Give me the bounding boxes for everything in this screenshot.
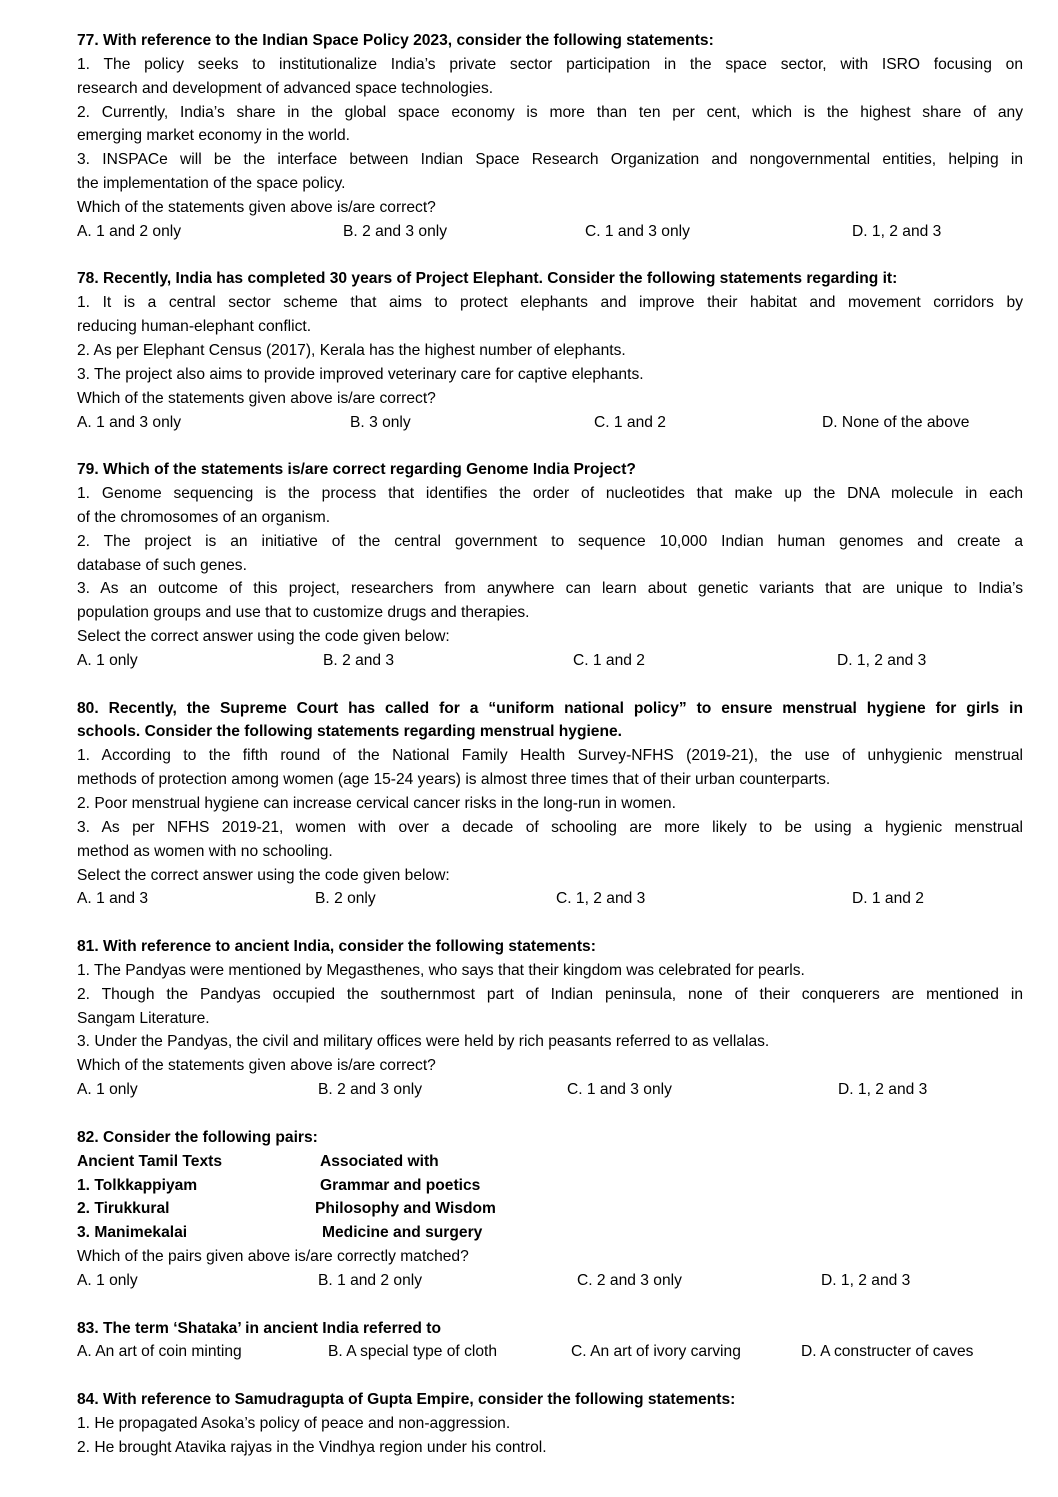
option-a: A. An art of coin minting <box>77 1343 242 1361</box>
document-page <box>77 29 1023 1483</box>
pairs-row <box>77 1221 1023 1245</box>
statement-line: 1. Genome sequencing is the process that identifies the order of nucleotides that make up the DNA molecule in each <box>77 485 1023 503</box>
answer-options <box>77 411 1023 435</box>
statement-line: 3. The project also aims to provide improved veterinary care for captive elephants. <box>77 365 644 383</box>
question-prompt: Select the correct answer using the code given below: <box>77 866 450 884</box>
question-prompt: Which of the statements given above is/are correct? <box>77 1057 436 1075</box>
statement-line: emerging market economy in the world. <box>77 127 351 145</box>
answer-options <box>77 1340 1023 1364</box>
statement-line: 2. Though the Pandyas occupied the southernmost part of Indian peninsula, none of their conquerers are mentioned in <box>77 985 1023 1003</box>
pair-text: 2. Tirukkural <box>77 1200 170 1218</box>
pairs-header <box>77 1150 1023 1174</box>
question-title: 77. With reference to the Indian Space Policy 2023, consider the following statements: <box>77 32 714 49</box>
option-a: A. 1 and 3 <box>77 890 149 908</box>
question-title: 81. With reference to ancient India, consider the following statements: <box>77 938 596 956</box>
statement-line: 1. The policy seeks to institutionalize India’s private sector participation in the space sector, with ISRO focusing on <box>77 55 1023 73</box>
option-a: A. 1 and 2 only <box>77 222 182 240</box>
option-c: C. 1 and 2 <box>573 651 645 669</box>
question-77 <box>77 29 1023 244</box>
option-b: B. 2 and 3 <box>323 651 395 669</box>
pair-association: Associated with <box>320 1152 439 1170</box>
statement-line: method as women with no schooling. <box>77 842 333 860</box>
option-a: A. 1 only <box>77 1081 138 1099</box>
question-81 <box>77 935 1023 1102</box>
pairs-row <box>77 1174 1023 1198</box>
statement-line: 3. INSPACe will be the interface between Indian Space Research Organization and nongovernmental entities, helping in <box>77 151 1023 169</box>
option-c: C. 1 and 3 only <box>585 222 690 240</box>
statement-line: 2. As per Elephant Census (2017), Kerala has the highest number of elephants. <box>77 341 626 359</box>
option-c: C. 2 and 3 only <box>577 1271 682 1289</box>
pair-text: 3. Manimekalai <box>77 1224 188 1242</box>
statement-line: 1. According to the fifth round of the National Family Health Survey-NFHS (2019-21), the use of unhygienic menstrual <box>77 747 1023 765</box>
answer-options <box>77 220 1023 244</box>
pair-association: Grammar and poetics <box>320 1176 481 1194</box>
pair-association: Medicine and surgery <box>322 1224 483 1242</box>
question-80 <box>77 697 1023 912</box>
question-title: 84. With reference to Samudragupta of Gupta Empire, consider the following statements: <box>77 1391 736 1409</box>
option-d: D. 1, 2 and 3 <box>852 222 942 240</box>
option-a: A. 1 and 3 only <box>77 413 182 431</box>
question-83 <box>77 1317 1023 1365</box>
statement-line: 3. As per NFHS 2019-21, women with over a decade of schooling are more likely to be using a hygienic menstrual <box>77 818 1023 836</box>
option-c: C. 1 and 2 <box>594 413 666 431</box>
option-b: B. 2 and 3 only <box>318 1081 423 1099</box>
statement-line: of the chromosomes of an organism. <box>77 508 331 526</box>
statement-line: population groups and use that to customize drugs and therapies. <box>77 604 530 622</box>
question-82 <box>77 1126 1023 1293</box>
statement-line: 1. The Pandyas were mentioned by Megasthenes, who says that their kingdom was celebrated for pearls. <box>77 961 805 979</box>
question-title: 79. Which of the statements is/are correct regarding Genome India Project? <box>77 461 636 479</box>
option-d: D. 1, 2 and 3 <box>821 1271 911 1289</box>
statement-line: 3. As an outcome of this project, researchers from anywhere can learn about genetic variants that are unique to India’s <box>77 580 1023 598</box>
option-d: D. 1, 2 and 3 <box>838 1081 928 1099</box>
pair-text: Ancient Tamil Texts <box>77 1152 222 1170</box>
option-b: B. 2 and 3 only <box>343 222 448 240</box>
question-title: 83. The term ‘Shataka’ in ancient India referred to <box>77 1319 441 1337</box>
statement-line: Sangam Literature. <box>77 1009 210 1027</box>
question-prompt: Which of the statements given above is/are correct? <box>77 198 436 216</box>
statement-line: 2. He brought Atavika rajyas in the Vindhya region under his control. <box>77 1438 547 1456</box>
answer-options <box>77 1078 1023 1102</box>
question-84 <box>77 1388 1023 1460</box>
pair-association: Philosophy and Wisdom <box>315 1200 496 1218</box>
option-b: B. 2 only <box>315 890 376 908</box>
pairs-row <box>77 1197 1023 1221</box>
statement-line: the implementation of the space policy. <box>77 175 346 193</box>
option-d: D. None of the above <box>822 413 970 431</box>
answer-options <box>77 1269 1023 1293</box>
pair-text: 1. Tolkkappiyam <box>77 1176 198 1194</box>
statement-line: 1. He propagated Asoka’s policy of peace and non-aggression. <box>77 1414 511 1432</box>
option-b: B. 1 and 2 only <box>318 1271 423 1289</box>
option-a: A. 1 only <box>77 651 138 669</box>
statement-line: reducing human-elephant conflict. <box>77 318 312 336</box>
option-d: D. A constructer of caves <box>801 1343 974 1361</box>
question-title: 78. Recently, India has completed 30 years of Project Elephant. Consider the following statements regarding it: <box>77 270 898 288</box>
statement-line: 2. Currently, India’s share in the global space economy is more than ten per cent, which is the highest share of any <box>77 103 1023 121</box>
answer-options <box>77 887 1023 911</box>
question-title: 82. Consider the following pairs: <box>77 1128 318 1146</box>
statement-line: database of such genes. <box>77 556 247 574</box>
option-c: C. An art of ivory carving <box>571 1343 741 1361</box>
option-c: C. 1 and 3 only <box>567 1081 672 1099</box>
statement-line: 3. Under the Pandyas, the civil and military offices were held by rich peasants referred to as vellalas. <box>77 1033 770 1051</box>
question-title: schools. Consider the following statements regarding menstrual hygiene. <box>77 723 623 741</box>
statement-line: 2. Poor menstrual hygiene can increase cervical cancer risks in the long-run in women. <box>77 795 676 812</box>
question-prompt: Which of the statements given above is/are correct? <box>77 389 436 407</box>
statement-line: 1. It is a central sector scheme that aims to protect elephants and improve their habitat and movement corridors by <box>77 294 1023 312</box>
question-title: 80. Recently, the Supreme Court has called for a “uniform national policy” to ensure menstrual hygiene for girls in <box>77 699 1023 717</box>
option-a: A. 1 only <box>77 1271 138 1289</box>
option-b: B. 3 only <box>350 413 411 431</box>
option-b: B. A special type of cloth <box>328 1343 498 1361</box>
option-d: D. 1, 2 and 3 <box>837 651 927 669</box>
statement-line: methods of protection among women (age 15-24 years) is almost three times that of their urban counterparts. <box>77 771 831 789</box>
statement-line: research and development of advanced space technologies. <box>77 79 494 97</box>
question-78 <box>77 267 1023 434</box>
option-c: C. 1, 2 and 3 <box>556 890 646 908</box>
statement-line: 2. The project is an initiative of the central government to sequence 10,000 Indian human genomes and create a <box>77 532 1023 550</box>
option-d: D. 1 and 2 <box>852 890 924 908</box>
question-prompt: Which of the pairs given above is/are correctly matched? <box>77 1248 469 1266</box>
question-79 <box>77 458 1023 673</box>
question-prompt: Select the correct answer using the code given below: <box>77 628 450 646</box>
answer-options <box>77 649 1023 673</box>
